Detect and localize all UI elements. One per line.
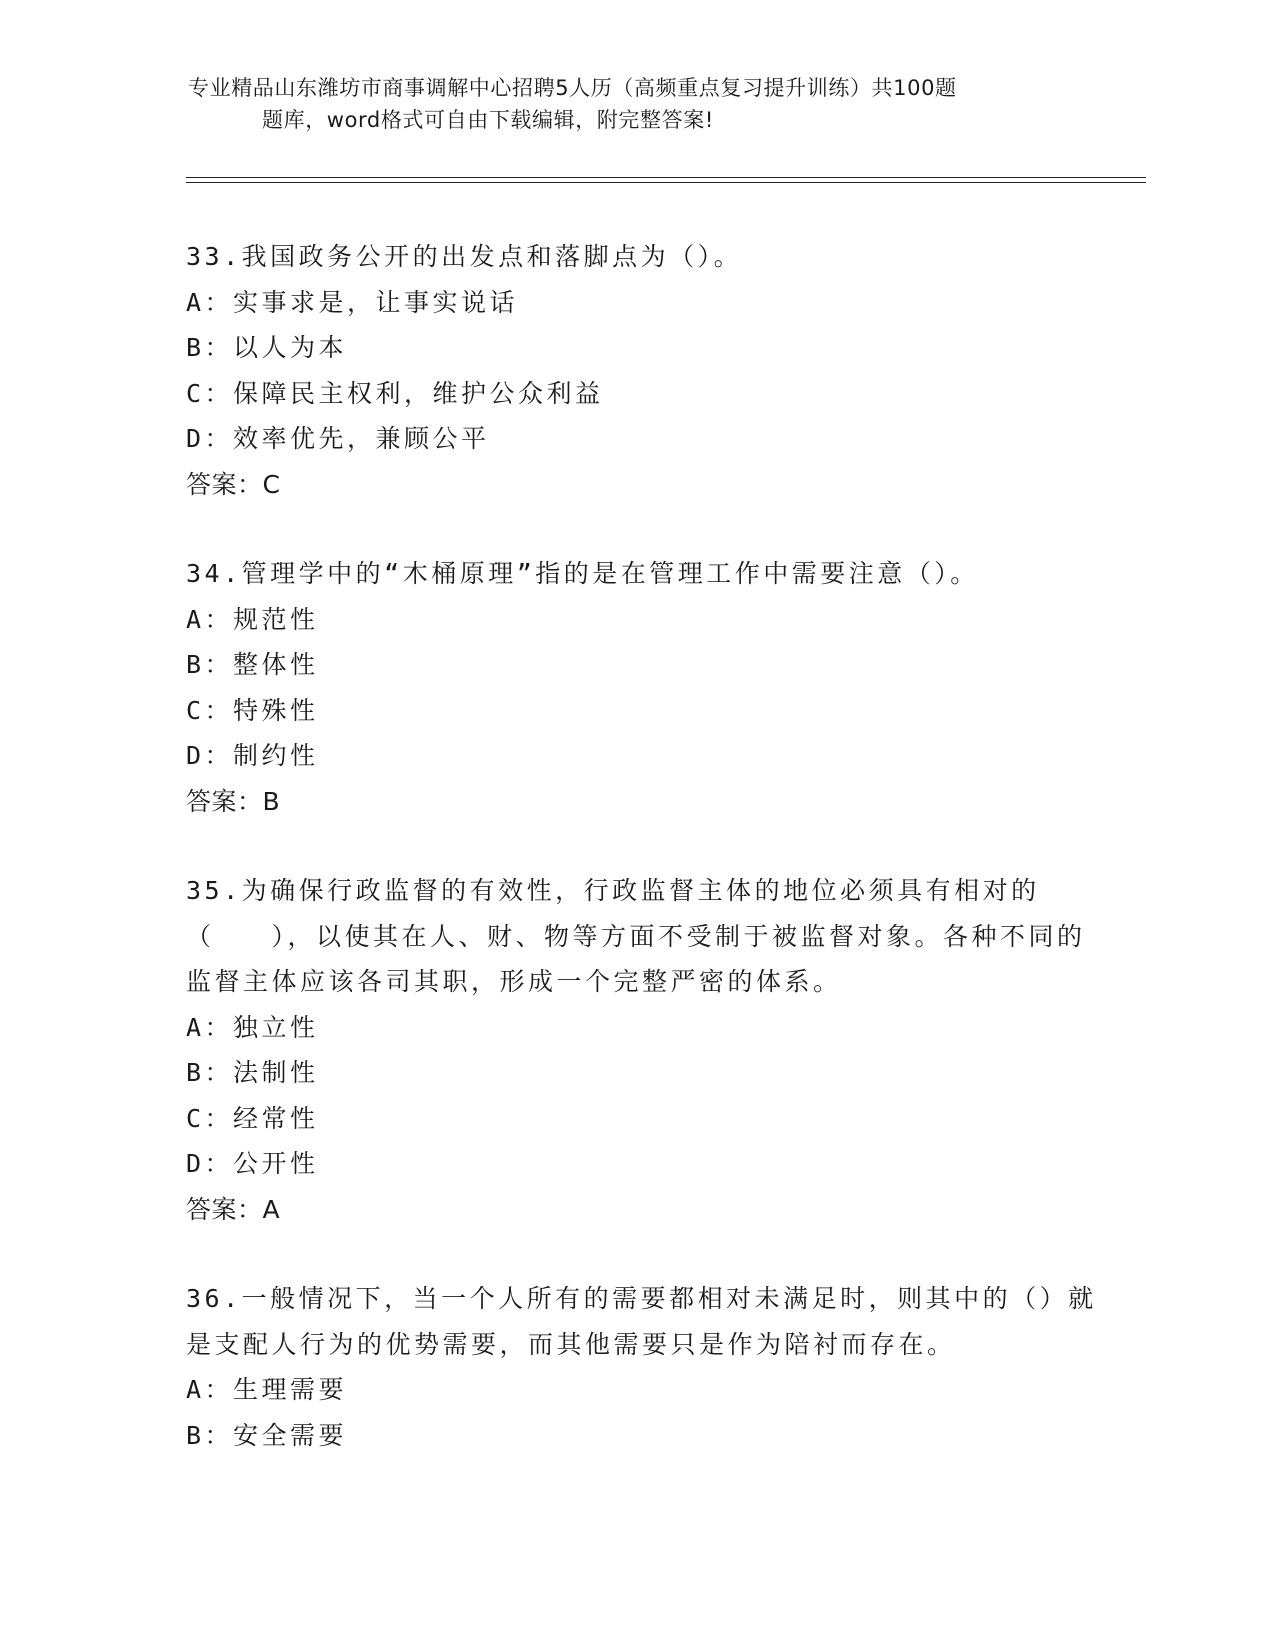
question-36 (186, 1276, 1106, 1458)
option-a: A：规范性 (186, 604, 319, 634)
document-header (188, 72, 1088, 136)
question-stem: 34.管理学中的“木桶原理”指的是在管理工作中需要注意（）。 (186, 559, 979, 588)
header-divider-bottom (186, 182, 1146, 183)
question-33 (186, 234, 1106, 507)
option-a: A：实事求是，让事实说话 (186, 287, 519, 317)
option-b: B：整体性 (186, 650, 319, 679)
option-c: C：保障民主权利，维护公众利益 (186, 378, 604, 408)
question-list (186, 234, 1106, 1458)
option-b: B：法制性 (186, 1058, 319, 1087)
header-title-line-1: 专业精品山东潍坊市商事调解中心招聘5人历（高频重点复习提升训练）共100题 (188, 76, 957, 100)
question-35 (186, 868, 1106, 1232)
answer: 答案：A (186, 1194, 281, 1224)
option-d: D：效率优先，兼顾公平 (186, 424, 490, 453)
header-divider-top (186, 177, 1146, 178)
question-34 (186, 551, 1106, 824)
option-a: A：独立性 (186, 1012, 319, 1042)
option-d: D：制约性 (186, 741, 319, 770)
option-c: C：特殊性 (186, 695, 319, 725)
option-a: A：生理需要 (186, 1375, 348, 1404)
question-stem: 35.为确保行政监督的有效性，行政监督主体的地位必须具有相对的（ ），以使其在人、财、物等方面不受制于被监督对象。各种不同的监督主体应该各司其职，形成一个完整严密的体系。 (186, 876, 1086, 996)
option-c: C：经常性 (186, 1103, 319, 1133)
answer: 答案：C (186, 469, 281, 499)
option-b: B：以人为本 (186, 333, 348, 362)
header-title-line-2: 题库，word格式可自由下载编辑，附完整答案! (262, 108, 714, 132)
question-stem: 33.我国政务公开的出发点和落脚点为（）。 (186, 242, 743, 271)
option-d: D：公开性 (186, 1149, 319, 1178)
question-stem: 36.一般情况下，当一个人所有的需要都相对未满足时，则其中的（）就是支配人行为的优势需要，而其他需要只是作为陪衬而存在。 (186, 1284, 1097, 1359)
option-b: B：安全需要 (186, 1420, 348, 1450)
answer: 答案：B (186, 786, 281, 816)
